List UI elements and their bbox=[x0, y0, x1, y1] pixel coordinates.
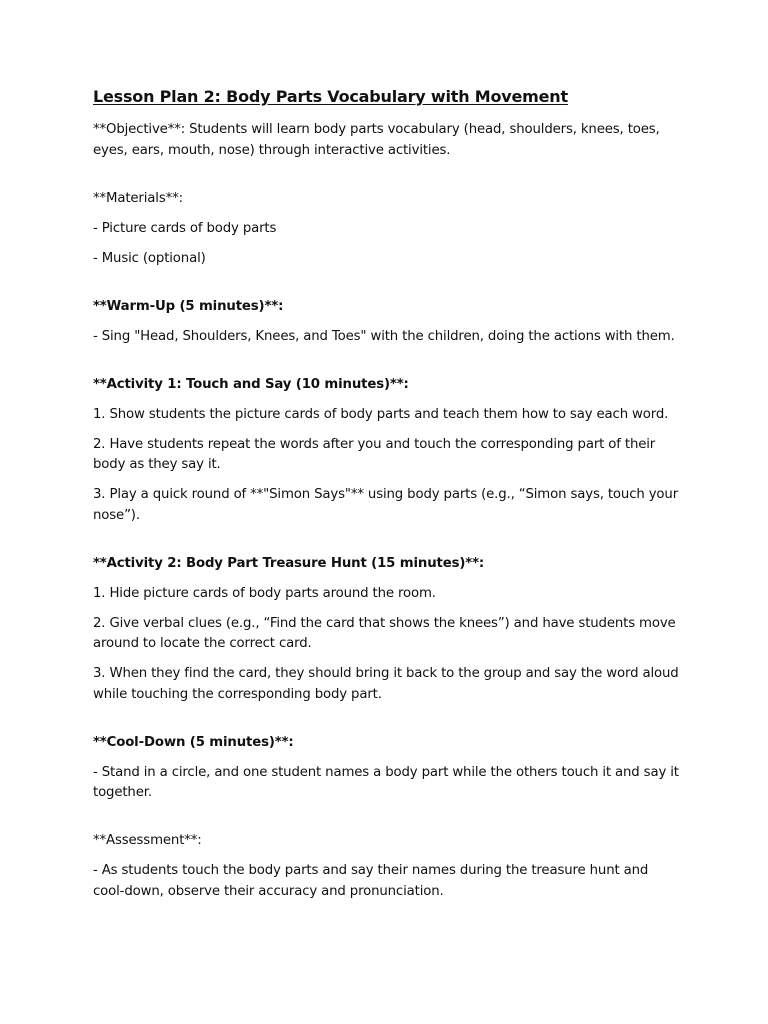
warm-up-heading: **Warm-Up (5 minutes)**: bbox=[93, 298, 284, 314]
materials-heading: **Materials**: bbox=[93, 190, 183, 206]
section-spacer bbox=[93, 536, 683, 554]
materials-item: - Music (optional) bbox=[93, 250, 206, 266]
materials-item: - Picture cards of body parts bbox=[93, 220, 277, 236]
document-title: Lesson Plan 2: Body Parts Vocabulary with Movement bbox=[93, 87, 568, 106]
activity2-item: 2. Give verbal clues (e.g., “Find the card that shows the knees”) and have students move around to locate the correct card. bbox=[93, 615, 676, 651]
activity1-heading: **Activity 1: Touch and Say (10 minutes)**: bbox=[93, 376, 409, 392]
assessment-heading: **Assessment**: bbox=[93, 833, 202, 848]
document-page bbox=[93, 86, 683, 912]
warm-up-item: - Sing "Head, Shoulders, Knees, and Toes" with the children, doing the actions with them. bbox=[93, 328, 675, 344]
activity2-item: 1. Hide picture cards of body parts around the room. bbox=[93, 585, 436, 601]
section-spacer bbox=[93, 715, 683, 733]
objective-paragraph: **Objective**: Students will learn body parts vocabulary (head, shoulders, knees, toes, eyes, ears, mouth, nose) through interactive activities. bbox=[93, 122, 660, 158]
cool-down-heading: **Cool-Down (5 minutes)**: bbox=[93, 734, 294, 750]
activity2-heading: **Activity 2: Body Part Treasure Hunt (15 minutes)**: bbox=[93, 555, 485, 571]
assessment-item: - As students touch the body parts and say their names during the treasure hunt and cool-down, observe their accuracy and pronunciation. bbox=[93, 863, 649, 899]
section-spacer bbox=[93, 357, 683, 375]
activity2-item: 3. When they find the card, they should bring it back to the group and say the word aloud while touching the corresponding body part. bbox=[93, 666, 679, 702]
section-spacer bbox=[93, 279, 683, 297]
activity1-item: 2. Have students repeat the words after you and touch the corresponding part of their body as they say it. bbox=[93, 436, 656, 472]
activity1-item: 3. Play a quick round of **"Simon Says"** using body parts (e.g., “Simon says, touch your nose”). bbox=[93, 487, 679, 523]
section-spacer bbox=[93, 171, 683, 189]
activity1-item: 1. Show students the picture cards of body parts and teach them how to say each word. bbox=[93, 406, 669, 422]
section-spacer bbox=[93, 813, 683, 831]
cool-down-item: - Stand in a circle, and one student names a body part while the others touch it and say it together. bbox=[93, 764, 679, 800]
